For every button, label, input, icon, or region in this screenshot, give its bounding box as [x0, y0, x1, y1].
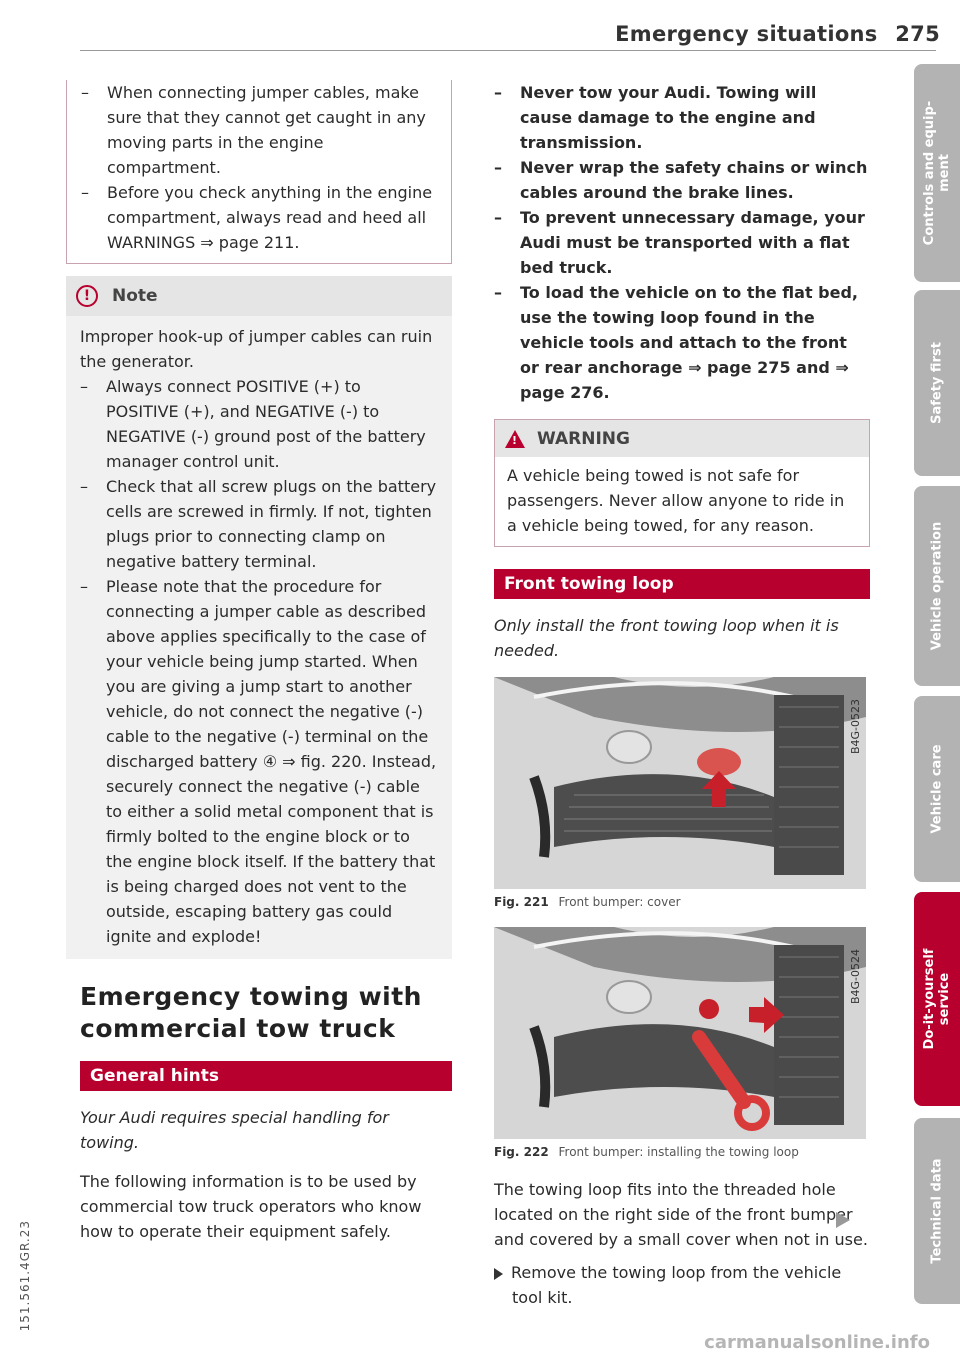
list-item: – Never wrap the safety chains or winch cables around the brake lines.	[494, 155, 870, 205]
figure-222	[494, 927, 866, 1139]
figure-label: Fig. 222	[494, 1145, 549, 1159]
subsection-front-towing-loop: Front towing loop	[494, 569, 870, 599]
header-rule	[80, 50, 936, 51]
tab-vehicle-operation[interactable]: Vehicle operation	[914, 486, 960, 686]
lead-text: Your Audi requires special handling for towing.	[80, 1108, 389, 1152]
right-column	[494, 80, 870, 1310]
figure-code: B4G-0524	[849, 949, 862, 1005]
warning-title: WARNING	[537, 428, 630, 449]
tab-vehicle-care[interactable]: Vehicle care	[914, 696, 960, 882]
list-item: – To prevent unnecessary damage, your Audi must be transported with a flat bed truck.	[494, 205, 870, 280]
info-icon: !	[76, 285, 98, 307]
watermark: carmanualsonline.info	[704, 1332, 930, 1353]
list-item: – Please note that the procedure for connecting a jumper cable as described above applies specifically to the case of your vehicle being jump started. When you are giving a jump start to another vehicle, do not connect the negative (-) cable to the negative (-) terminal on the discharged battery ④ ⇒ fig. 220. Instead, securely connect the negative (-) cable to either a solid metal component that is firmly bolted to the engine block or to the engine block itself. If the battery that is being charged does not vent to the outside, escaping battery gas could ignite and explode!	[80, 574, 438, 949]
step-arrow-icon	[494, 1268, 503, 1280]
figure-caption	[494, 1145, 870, 1159]
list-item: – Always connect POSITIVE (+) to POSITIVE (+), and NEGATIVE (-) to NEGATIVE (-) ground post of the battery manager control unit.	[80, 374, 438, 474]
body-paragraph: The towing loop fits into the threaded hole located on the right side of the front bumper and covered by a small cover when not in use.	[494, 1180, 868, 1249]
list-item: – Before you check anything in the engine compartment, always read and heed all WARNINGS ⇒ page 211.	[81, 180, 437, 255]
list-item: – To load the vehicle on to the flat bed, use the towing loop found in the vehicle tools and attach to the front or rear anchorage ⇒ page 275 and ⇒ page 276.	[494, 280, 870, 405]
page-header	[490, 22, 940, 46]
warning-body	[494, 457, 870, 547]
note-title: Note	[112, 286, 158, 306]
note-body	[66, 316, 452, 959]
list-item: – Never tow your Audi. Towing will cause damage to the engine and transmission.	[494, 80, 870, 155]
tab-do-it-yourself-service[interactable]: Do-it-yourself service	[914, 892, 960, 1106]
towing-rules-list	[494, 80, 870, 405]
bumper-cover-illustration	[494, 677, 866, 889]
subsection-general-hints: General hints	[80, 1061, 452, 1091]
header-section: Emergency situations	[615, 22, 878, 46]
tab-controls-and-equipment[interactable]: Controls and equip- ment	[914, 64, 960, 282]
figure-code: B4G-0523	[849, 699, 862, 755]
page-number: 275	[895, 22, 940, 46]
lead-text: Only install the front towing loop when it is needed.	[494, 616, 839, 660]
step-item	[494, 1260, 870, 1310]
tab-technical-data[interactable]: Technical data	[914, 1118, 960, 1304]
figure-caption-text: Front bumper: installing the towing loop	[558, 1145, 799, 1159]
list-item: – Check that all screw plugs on the battery cells are screwed in firmly. If not, tighten plugs prior to connecting clamp on negative battery terminal.	[80, 474, 438, 574]
note-header	[66, 276, 452, 316]
document-code: 151.561.4GR.23	[18, 1220, 32, 1332]
warning-text: A vehicle being towed is not safe for passengers. Never allow anyone to ride in a vehicle being towed, for any reason.	[507, 466, 845, 535]
body-paragraph: The following information is to be used by commercial tow truck operators who know how to operate their equipment safely.	[80, 1172, 422, 1241]
figure-label: Fig. 221	[494, 895, 549, 909]
figure-caption-text: Front bumper: cover	[558, 895, 681, 909]
step-text: Remove the towing loop from the vehicle tool kit.	[511, 1263, 842, 1307]
warning-icon: !	[505, 430, 525, 448]
continue-arrow-icon	[836, 1212, 850, 1228]
left-column	[80, 80, 452, 1244]
warning-header	[494, 419, 870, 457]
intro-box	[66, 80, 452, 264]
list-item: – When connecting jumper cables, make sure that they cannot get caught in any moving parts in the engine compartment.	[81, 80, 437, 180]
towing-loop-illustration	[494, 927, 866, 1139]
note-list	[80, 374, 438, 949]
tab-safety-first[interactable]: Safety first	[914, 290, 960, 476]
intro-list	[81, 80, 437, 255]
figure-221	[494, 677, 866, 889]
figure-caption	[494, 895, 870, 909]
section-title: Emergency towing with commercial tow truck	[80, 982, 422, 1043]
note-intro: Improper hook-up of jumper cables can ruin the generator.	[80, 327, 433, 371]
